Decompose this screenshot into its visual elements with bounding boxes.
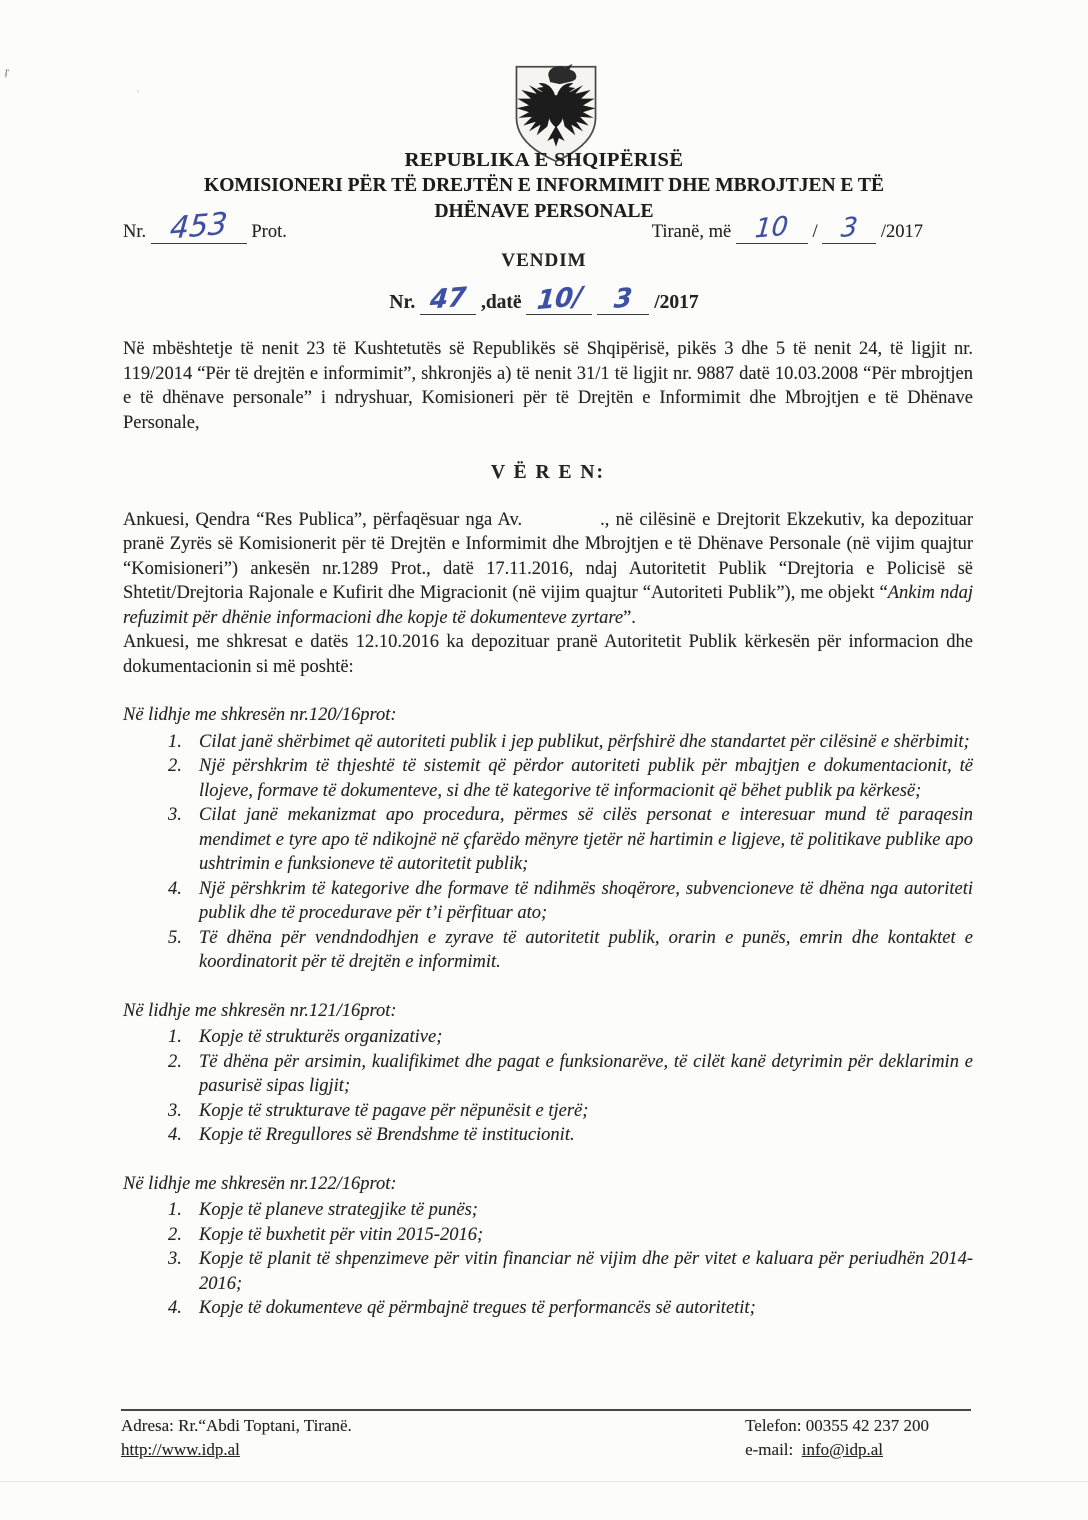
date-separator: /	[812, 222, 818, 242]
list-item-number: 4.	[168, 1125, 182, 1145]
list-item-text: Të dhëna për arsimin, kualifikimet dhe pagat e funksionarëve, të cilët kanë detyrimin për deklarimin e pasurisë sipas ligjit;	[199, 1051, 973, 1096]
list-item	[123, 1198, 973, 1223]
date-year: /2017	[880, 222, 923, 242]
date-day-blank	[736, 211, 808, 245]
section-heading-122: Në lidhje me shkresën nr.122/16prot:	[123, 1173, 397, 1194]
handwritten-decision-day: 10/	[535, 281, 584, 317]
footer-email-row	[745, 1438, 929, 1462]
complaint-before-redaction: Ankuesi, Qendra “Res Publica”, përfaqësuar nga Av.	[123, 509, 523, 530]
list-item-text: Të dhëna për vendndodhjen e zyrave të autoritetit publik, orarin e punës, emrin dhe kontaktet e koordinatorit për të drejtën e informimit.	[199, 927, 973, 972]
list-item	[123, 1099, 973, 1124]
decision-date-label: ,datë	[480, 292, 522, 313]
decision-year: /2017	[654, 292, 699, 313]
handwritten-decision-number: 47	[428, 282, 468, 316]
list-item-text: Një përshkrim të thjeshtë të sistemit që përdor autoriteti publik për mbajtjen e dokumentacionit, të llojeve, formave të dokumenteve, si dhe të kategorive të informacionit që bëhet publik pa kërkesë;	[199, 756, 973, 801]
list-item-number: 4.	[168, 878, 182, 899]
list-item-text: Kopje të dokumenteve që përmbajnë tregues të performancës së autoritetit;	[199, 1298, 756, 1318]
footer-address: Adresa: Rr.“Abdi Toptani, Tiranë.	[121, 1416, 352, 1435]
complaint-object-italic: Ankim ndaj refuzimit për dhënie informacioni dhe kopje të dokumenteve zyrtare	[123, 583, 974, 628]
request-list-122	[123, 1198, 973, 1321]
list-item-number: 1.	[168, 731, 182, 752]
protocol-nr-label: Nr.	[123, 222, 147, 242]
list-item-number: 2.	[168, 1224, 182, 1245]
veren-heading: V Ë R E N:	[491, 462, 605, 483]
scan-edge-line	[0, 1481, 1088, 1482]
list-item-text: Cilat janë mekanizmat apo procedura, përmes së cilës personat e interesuar mund të paraqesin mendimet e tyre apo të ndikojnë në çfarëdo mënyre tjetër në hartimin e ligjeve, të politikave publike apo ushtrimin e funksioneve të autoritetit publik;	[199, 805, 973, 874]
list-item	[123, 754, 973, 803]
decision-title: VENDIM	[501, 250, 587, 271]
list-item-text: Kopje të planit të shpenzimeve për vitin financiar në vijim dhe për vitet e kaluara për periudhën 2014-2016;	[199, 1249, 973, 1294]
list-item	[123, 1223, 973, 1248]
list-item-text: Kopje të planeve strategjike të punës;	[199, 1200, 478, 1220]
decision-month-blank	[597, 283, 649, 315]
protocol-number-blank	[151, 206, 247, 247]
republic-title: REPUBLIKA E SHQIPËRISË	[404, 149, 684, 171]
list-item-number: 1.	[168, 1200, 182, 1220]
list-item-number: 2.	[168, 1051, 182, 1072]
institution-title-line1: KOMISIONERI PËR TË DREJTËN E INFORMIMIT DHE MBROJTJEN E TË	[204, 175, 884, 196]
scan-artifact-mark: ŗ	[4, 63, 11, 79]
list-item-number: 1.	[168, 1027, 182, 1047]
decision-number-line	[0, 281, 1088, 317]
complaint-paragraph	[123, 508, 973, 631]
footer-website-link[interactable]: http://www.idp.al	[121, 1439, 240, 1459]
section-heading-121: Në lidhje me shkresën nr.121/16prot:	[123, 1000, 397, 1021]
date-month-blank	[822, 212, 876, 244]
decision-day-blank	[526, 281, 592, 317]
footer-email-link[interactable]: info@idp.al	[801, 1439, 884, 1459]
decision-number-blank	[420, 282, 476, 316]
list-item-text: Kopje të strukturave të pagave për nëpunësit e tjerë;	[199, 1100, 589, 1121]
footer-left	[121, 1414, 352, 1461]
page-footer	[121, 1409, 971, 1461]
handwritten-day: 10	[754, 211, 790, 245]
place-date-field	[651, 211, 923, 245]
list-item	[123, 926, 973, 975]
complaint-closing: ”.	[623, 607, 636, 628]
legal-basis-paragraph: Në mbështetje të nenit 23 të Kushtetutës së Republikës së Shqipërisë, pikës 3 dhe 5 të nenit 24, të ligjit nr. 119/2014 “Për të drejtën e informimit”, shkronjës a) të nenit 31/1 të ligjit nr. 9887 datë 10.03.2008 “Për mbrojtjen e të dhënave personale” i ndryshuar, Komisioneri për të Drejtën e Informimit dhe Mbrojtjen e të Dhënave Personale,	[123, 339, 973, 433]
list-item-number: 5.	[168, 927, 182, 948]
list-item-number: 3.	[168, 805, 182, 825]
request-paragraph: Ankuesi, me shkresat e datës 12.10.2016 ka depozituar pranë Autoritetit Publik kërkesën për informacion dhe dokumentacionin si më poshtë:	[123, 632, 973, 677]
list-item-text: Një përshkrim të kategorive dhe formave të ndihmës shoqërore, subvencioneve të dhëna nga autoriteti publik dhe të procedurave për t’i përfituar ato;	[199, 878, 973, 923]
decision-nr-label: Nr.	[389, 292, 416, 313]
list-item-number: 3.	[168, 1100, 182, 1121]
list-item-text: Kopje të buxhetit për vitin 2015-2016;	[199, 1224, 484, 1245]
list-item	[123, 1050, 973, 1099]
complaint-after-redaction: ., në cilësinë e Drejtorit Ekzekutiv, ka depozituar pranë Zyrës së Komisionerit për të Drejtën e Informimit dhe Mbrojtjen e të Dhënave Personale (në vijim quajtur “Komisioneri”) ankesën nr.1289 Prot., datë 17.11.2016, ndaj Autoritetit Publik “Drejtoria e Policisë së Shtetit/Drejtoria Rajonale e Kufirit dhe Migracionit (në vijim quajtur “Autoriteti Publik”), me objekt “	[123, 509, 973, 603]
list-item-number: 3.	[168, 1249, 182, 1269]
list-item	[123, 1296, 973, 1321]
list-item-number: 4.	[168, 1298, 182, 1318]
handwritten-decision-month: 3	[612, 283, 634, 315]
list-item-text: Kopje të strukturës organizative;	[199, 1027, 443, 1047]
list-item	[123, 1025, 973, 1050]
list-item-text: Cilat janë shërbimet që autoriteti publik i jep publikut, përfshirë dhe standartet për cilësinë e shërbimit;	[199, 731, 970, 752]
list-item-text: Kopje të Rregullores së Brendshme të institucionit.	[199, 1125, 575, 1145]
scan-artifact-mark: ·	[136, 86, 140, 98]
section-heading-120: Në lidhje me shkresën nr.120/16prot:	[123, 705, 397, 725]
request-list-120	[123, 730, 973, 975]
handwritten-month: 3	[839, 212, 859, 244]
footer-email-label: e-mail:	[745, 1439, 794, 1459]
request-list-121	[123, 1025, 973, 1148]
letterhead	[0, 147, 1088, 225]
handwritten-protocol-number: 453	[168, 206, 229, 247]
place-date-label: Tiranë, më	[651, 222, 732, 242]
protocol-prot-label: Prot.	[251, 222, 287, 242]
list-item	[123, 1123, 973, 1148]
list-item	[123, 730, 973, 755]
list-item	[123, 1247, 973, 1296]
list-item-number: 2.	[168, 756, 182, 776]
document-body	[123, 337, 973, 1321]
list-item	[123, 803, 973, 877]
institution-title-line2: DHËNAVE PERSONALE	[434, 201, 654, 222]
footer-right	[745, 1414, 929, 1461]
footer-phone: Telefon: 00355 42 237 200	[745, 1416, 929, 1435]
protocol-number-field	[123, 206, 287, 247]
list-item	[123, 877, 973, 926]
